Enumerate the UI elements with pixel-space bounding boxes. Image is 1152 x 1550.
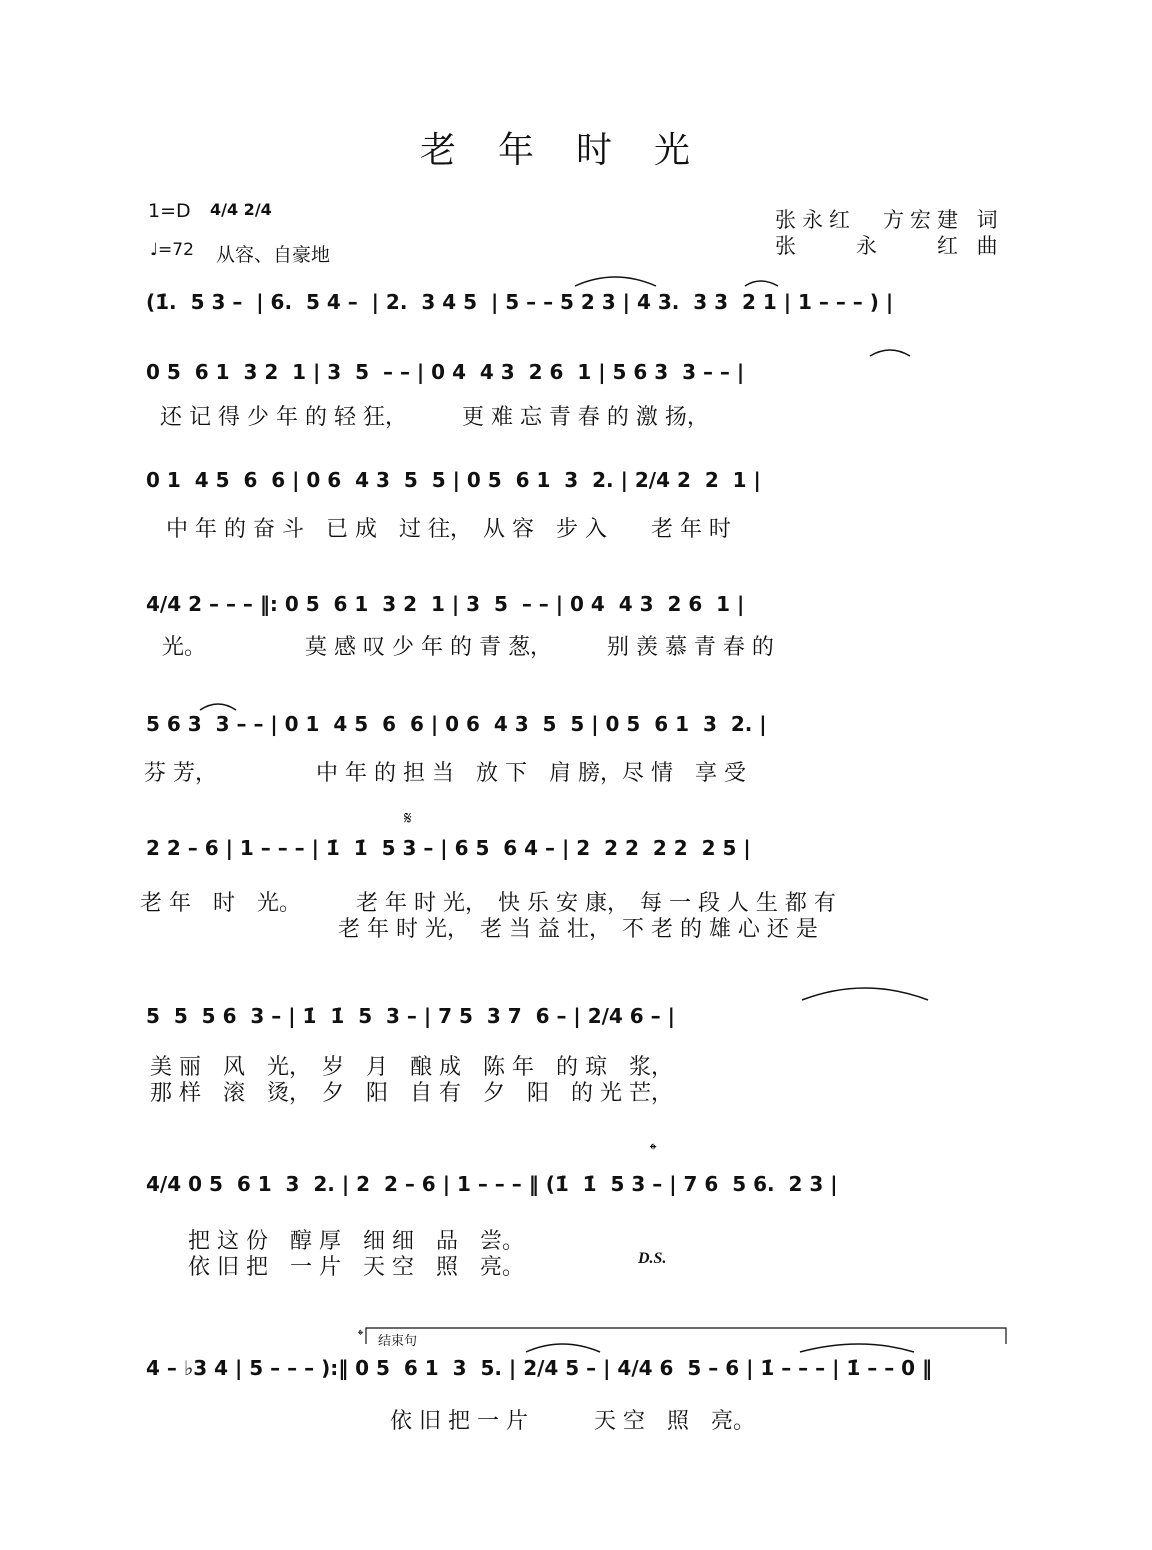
ds-marking: D.S. bbox=[638, 1250, 667, 1267]
lyric-line-verse-2: 那 样 滚 烫， 夕 阳 自 有 夕 阳 的 光 芒， bbox=[150, 1081, 673, 1106]
lyric-line: 芬 芳， 中 年 的 担 当 放 下 肩 膀，尽 情 享 受 bbox=[144, 761, 746, 786]
lyric-line: 光。 莫 感 叹 少 年 的 青 葱， 别 羡 慕 青 春 的 bbox=[162, 635, 774, 660]
lyric-line: 依 旧 把 一 片 天 空 照 亮。 bbox=[390, 1409, 755, 1434]
notation-line: (1̇. 5 3 – | 6. 5 4 – | 2. 3 4 5 | 5 – – 5 2 3 | 4 3. 3 3 2 1 | 1 – – – ) | bbox=[146, 290, 894, 314]
slur bbox=[200, 704, 236, 710]
key-signature: 1=D bbox=[148, 200, 191, 222]
ending-label: 结束句 bbox=[378, 1334, 418, 1349]
expression-marking: 从容、自豪地 bbox=[216, 244, 331, 266]
notation-line: 0 5 6 1 3 2 1 | 3 5 – – | 0 4 4 3 2 6 1 | 5 6 3 3 – – | bbox=[146, 360, 745, 384]
lyric-line: 老 年 时 光。 老 年 时 光， 快 乐 安 康， 每 一 段 人 生 都 有 bbox=[140, 891, 836, 916]
lyric-line: 还 记 得 少 年 的 轻 狂， 更 难 忘 青 春 的 激 扬， bbox=[160, 405, 709, 430]
lyric-line-verse-2: 老 年 时 光， 老 当 益 壮， 不 老 的 雄 心 还 是 bbox=[140, 917, 818, 942]
coda-sign: 𝄌 bbox=[358, 1326, 364, 1344]
lyric-line-verse-2: 依 旧 把 一 片 天 空 照 亮。 bbox=[188, 1255, 524, 1280]
ending-bracket bbox=[366, 1328, 1006, 1344]
lyricist-credit: 张永红 方宏建 词 bbox=[775, 208, 1004, 232]
notation-line: 5 5 5 6 3 – | 1̇ 1̇ 5 3 – | 7 5 3 7 6 – | 2/4 6 – | bbox=[146, 1004, 675, 1028]
tempo-marking: ♩=72 bbox=[150, 240, 194, 260]
segno-sign: 𝄋 bbox=[404, 808, 412, 829]
notation-line: 2 2 – 6 | 1 – – – | 1̇ 1̇ 5 3 – | 6 5 6 4 – | 2 2 2 2 2 2 5 | bbox=[146, 836, 751, 860]
composer-credit: 张 永 红 曲 bbox=[775, 234, 1004, 258]
notation-line: 4/4 0 5 6 1 3 2. | 2 2 – 6 | 1 – – – ‖ (1̇ 1̇ 5 3 – | 7 6 5 6. 2 3 | bbox=[146, 1172, 838, 1196]
notation-line: 0 1 4 5 6 6 | 0 6 4 3 5 5 | 0 5 6 1 3 2. | 2/4 2 2 1 | bbox=[146, 468, 761, 492]
slur bbox=[526, 1344, 600, 1352]
lyric-line: 中 年 的 奋 斗 已 成 过 往， 从 容 步 入 老 年 时 bbox=[166, 517, 731, 542]
notation-line: 5 6 3 3 – – | 0 1 4 5 6 6 | 0 6 4 3 5 5 | 0 5 6 1 3 2. | bbox=[146, 712, 767, 736]
slur bbox=[745, 281, 778, 286]
lyric-line: 美 丽 风 光， 岁 月 酿 成 陈 年 的 琼 浆， bbox=[150, 1055, 673, 1080]
notation-line: 4 – ♭3 4 | 5 – – – ):‖ 0 5 6 1 3 5. | 2/4 5 – | 4/4 6 5 – 6 | 1̇ – – – | 1̇ – – 0 ‖ bbox=[146, 1356, 933, 1380]
lyric-line: 把 这 份 醇 厚 细 细 品 尝。 bbox=[188, 1229, 524, 1254]
slur bbox=[870, 350, 910, 356]
time-signature: 4/4 2/4 bbox=[210, 200, 272, 219]
notation-line: 4/4 2 – – – ‖: 0 5 6 1 3 2 1 | 3 5 – – | 0 4 4 3 2 6 1 | bbox=[146, 592, 745, 616]
slur bbox=[800, 1344, 914, 1352]
slur bbox=[802, 988, 928, 1000]
slur bbox=[575, 277, 656, 286]
page-title: 老年时光 bbox=[419, 130, 732, 171]
coda-sign: 𝄌 bbox=[650, 1140, 657, 1161]
